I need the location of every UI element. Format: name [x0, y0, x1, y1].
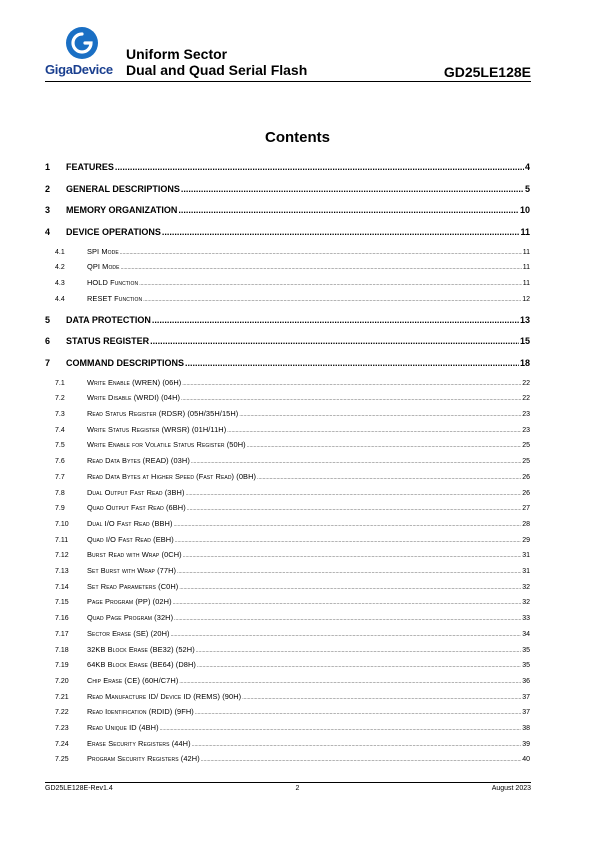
toc-dot-leader: [201, 757, 521, 763]
toc-entry-number: 4: [45, 226, 51, 237]
toc-entry[interactable]: [45, 723, 530, 732]
toc-entry-page[interactable]: 37: [522, 709, 530, 717]
toc-entry-page[interactable]: 31: [522, 568, 530, 575]
title-line-2: Dual and Quad Serial Flash: [126, 62, 308, 78]
toc-entry-title[interactable]: QPI Mode: [87, 262, 120, 272]
toc-entry-title[interactable]: Read Manufacture ID/ Device ID (REMS) (90H): [87, 691, 242, 701]
toc-entry[interactable]: [45, 660, 530, 669]
toc-entry-title[interactable]: Sector Erase (SE) (20H): [87, 628, 170, 638]
toc-entry[interactable]: [45, 315, 530, 325]
toc-entry-number: 2: [45, 183, 51, 194]
part-number: GD25LE128E: [443, 64, 531, 80]
toc-entry-number: 7.11: [55, 536, 69, 544]
toc-entry[interactable]: [45, 162, 530, 172]
toc-dot-leader: [162, 227, 520, 237]
toc-entry-number: 7.4: [55, 426, 65, 434]
header-divider: [45, 81, 531, 82]
toc-dot-leader: [174, 522, 522, 528]
toc-entry-title[interactable]: Read Data Bytes at Higher Speed (Fast Read) (0BH): [87, 471, 257, 481]
toc-entry-title[interactable]: Read Identification (RDID) (9FH): [87, 707, 194, 717]
toc-dot-leader: [227, 428, 521, 434]
toc-entry-page[interactable]: 10: [519, 205, 530, 215]
toc-entry-number: 7.16: [55, 615, 69, 623]
toc-entry-page[interactable]: 26: [522, 489, 530, 497]
toc-entry-number: 7.5: [55, 442, 65, 450]
toc-dot-leader: [139, 281, 522, 287]
toc-entry-title[interactable]: DATA PROTECTION: [66, 314, 151, 325]
toc-entry-title[interactable]: Write Enable for Volatile Status Register (50H): [87, 440, 246, 450]
toc-entry-number: 7.12: [55, 552, 69, 560]
toc-entry-number: 7.3: [55, 411, 65, 418]
toc-entry-number: 6: [45, 336, 51, 347]
toc-entry-page[interactable]: 36: [522, 677, 530, 685]
toc-entry-number: 7.14: [55, 583, 69, 591]
toc-entry[interactable]: [45, 645, 530, 654]
toc-entry-number: 7.2: [55, 395, 65, 403]
toc-entry[interactable]: [45, 535, 530, 544]
toc-entry-page[interactable]: 4: [524, 162, 530, 172]
toc-entry-number: 7.24: [55, 740, 69, 748]
toc-entry[interactable]: [45, 613, 530, 622]
toc-entry-number: 4.4: [55, 295, 65, 303]
toc-entry-title[interactable]: Quad Page Program (32H): [87, 613, 174, 623]
toc-entry-number: 7.1: [55, 379, 65, 387]
toc-dot-leader: [239, 412, 521, 418]
toc-dot-leader: [192, 742, 522, 748]
toc-entry-number: 7.22: [55, 709, 69, 717]
toc-entry[interactable]: [45, 739, 530, 748]
toc-entry-title[interactable]: STATUS REGISTER: [66, 336, 150, 347]
toc-dot-leader: [177, 569, 521, 575]
toc-entry[interactable]: [45, 597, 530, 606]
toc-entry-page[interactable]: 40: [522, 756, 530, 764]
toc-entry-number: 7: [45, 357, 51, 368]
toc-entry[interactable]: [45, 184, 530, 194]
toc-dot-leader: [195, 710, 521, 716]
toc-entry-number: 7.17: [55, 630, 69, 638]
toc-entry-number: 7.9: [55, 505, 65, 513]
toc-entry-page[interactable]: 15: [519, 336, 530, 347]
toc-entry-page[interactable]: 23: [522, 426, 530, 434]
toc-entry-number: 4.1: [55, 248, 65, 256]
toc-entry[interactable]: [45, 550, 530, 559]
toc-entry-title[interactable]: Quad I/O Fast Read (EBH): [87, 534, 174, 544]
toc-entry-number: 7.10: [55, 520, 69, 528]
toc-entry[interactable]: [45, 488, 530, 497]
toc-entry-page[interactable]: 18: [519, 357, 530, 368]
toc-entry[interactable]: [45, 629, 530, 638]
toc-entry-page[interactable]: 34: [522, 630, 530, 638]
toc-dot-leader: [115, 162, 524, 172]
toc-dot-leader: [171, 632, 522, 638]
toc-entry-title[interactable]: Erase Security Registers (44H): [87, 738, 191, 748]
toc-entry-page[interactable]: 38: [522, 725, 530, 732]
toc-entry-number: 7.7: [55, 473, 65, 481]
toc-entry-number: 7.19: [55, 662, 69, 670]
toc-entry[interactable]: [45, 409, 530, 418]
toc-entry-page[interactable]: 22: [522, 395, 530, 403]
toc-dot-leader: [181, 184, 524, 194]
toc-entry[interactable]: [45, 582, 530, 591]
toc-entry-page[interactable]: 26: [522, 473, 530, 481]
toc-heading: Contents: [265, 129, 330, 146]
document-title: [126, 46, 307, 78]
toc-entry-page[interactable]: 12: [522, 295, 530, 303]
toc-entry[interactable]: [45, 294, 530, 303]
gigadevice-logo: [45, 26, 117, 78]
toc-entry-page[interactable]: 25: [522, 442, 530, 450]
toc-entry-number: 7.15: [55, 599, 69, 607]
toc-entry-title[interactable]: Set Burst with Wrap (77H): [87, 566, 177, 575]
footer-divider: [45, 782, 531, 783]
toc-entry[interactable]: [45, 425, 530, 434]
toc-entry-title[interactable]: DEVICE OPERATIONS: [66, 226, 161, 237]
toc-entry-title[interactable]: MEMORY ORGANIZATION: [66, 205, 178, 215]
toc-entry-title[interactable]: COMMAND DESCRIPTIONS: [66, 357, 185, 368]
toc-entry-page[interactable]: 28: [522, 520, 530, 528]
toc-entry-title[interactable]: SPI Mode: [87, 246, 119, 256]
toc-entry-page[interactable]: 5: [524, 183, 530, 194]
toc-entry[interactable]: [45, 519, 530, 528]
toc-entry-page[interactable]: 35: [522, 662, 530, 670]
toc-entry-title[interactable]: 32KB Block Erase (BE32) (52H): [87, 644, 195, 654]
toc-dot-leader: [179, 679, 521, 685]
toc-entry-page[interactable]: 37: [522, 693, 530, 701]
toc-entry-number: 7.18: [55, 646, 69, 654]
toc-dot-leader: [191, 459, 521, 465]
toc-entry-title[interactable]: Dual Output Fast Read (3BH): [87, 487, 185, 497]
toc-entry-page[interactable]: 11: [520, 226, 530, 237]
toc-dot-leader: [120, 250, 522, 256]
toc-dot-leader: [187, 506, 521, 512]
toc-entry-title[interactable]: Quad Output Fast Read (6BH): [87, 503, 186, 513]
toc-entry-title[interactable]: Dual I/O Fast Read (BBH): [87, 518, 173, 528]
toc-entry-title[interactable]: RESET Function: [87, 293, 143, 303]
toc-entry[interactable]: [45, 692, 530, 701]
toc-dot-leader: [242, 695, 521, 701]
toc-entry[interactable]: [45, 566, 530, 575]
toc-dot-leader: [197, 663, 521, 669]
toc-entry-page[interactable]: 27: [522, 505, 530, 513]
toc-entry-title[interactable]: Read Status Register (RDSR) (05H/35H/15H): [87, 409, 239, 418]
toc-entry-page[interactable]: 29: [522, 536, 530, 544]
logo-mark-icon: [65, 26, 99, 60]
toc-entry-number: 7.23: [55, 725, 69, 732]
toc-entry-page[interactable]: 32: [522, 599, 530, 607]
toc-entry-title[interactable]: Set Read Parameters (C0H): [87, 581, 179, 591]
toc-dot-leader: [179, 585, 521, 591]
toc-entry[interactable]: [45, 754, 530, 763]
toc-dot-leader: [196, 648, 521, 654]
toc-entry[interactable]: [45, 440, 530, 449]
toc-dot-leader: [174, 616, 521, 622]
toc-dot-leader: [152, 315, 519, 325]
footer-doc-revision: GD25LE128E-Rev1.4: [45, 785, 113, 792]
toc-dot-leader: [160, 726, 522, 732]
toc-entry[interactable]: [45, 336, 530, 346]
toc-entry-number: 3: [45, 205, 51, 215]
toc-entry-number: 7.20: [55, 677, 69, 685]
toc-dot-leader: [143, 297, 521, 303]
toc-entry-page[interactable]: 31: [522, 552, 530, 560]
logo-text: GigaDevice: [45, 62, 113, 77]
toc-entry-number: 1: [45, 162, 51, 172]
footer-page-number: 2: [295, 785, 300, 792]
toc-entry-title[interactable]: FEATURES: [66, 162, 114, 172]
toc-dot-leader: [257, 475, 521, 481]
toc-entry-title[interactable]: Write Disable (WRDI) (04H): [87, 393, 181, 403]
toc-entry[interactable]: [45, 472, 530, 481]
toc-dot-leader: [121, 265, 522, 271]
toc-entry-number: 7.25: [55, 756, 69, 764]
toc-entry-page[interactable]: 33: [522, 615, 530, 623]
toc-entry-number: 7.13: [55, 568, 69, 575]
toc-entry-number: 7.21: [55, 693, 69, 701]
toc-entry-page[interactable]: 32: [522, 583, 530, 591]
toc-entry-page[interactable]: 23: [522, 411, 530, 418]
toc-entry[interactable]: [45, 707, 530, 716]
toc-entry[interactable]: [45, 358, 530, 368]
toc-dot-leader: [178, 205, 519, 215]
toc-entry[interactable]: [45, 676, 530, 685]
toc-entry-title[interactable]: Burst Read with Wrap (0CH): [87, 550, 182, 560]
toc-entry-number: 5: [45, 314, 51, 325]
toc-entry[interactable]: [45, 247, 530, 256]
toc-entry-title[interactable]: Write Enable (WREN) (06H): [87, 377, 182, 387]
toc-dot-leader: [173, 600, 522, 606]
toc-entry-title[interactable]: 64KB Block Erase (BE64) (D8H): [87, 660, 196, 670]
toc-entry-number: 4.2: [55, 264, 65, 272]
toc-dot-leader: [186, 491, 522, 497]
toc-dot-leader: [185, 358, 519, 368]
toc-entry-title[interactable]: Read Data Bytes (READ) (03H): [87, 456, 190, 466]
toc-dot-leader: [183, 553, 521, 559]
toc-entry-title[interactable]: Write Status Register (WRSR) (01H/11H): [87, 424, 227, 434]
toc-entry-page[interactable]: 11: [522, 248, 530, 256]
toc-entry[interactable]: [45, 393, 530, 402]
toc-entry-number: 4.3: [55, 279, 65, 287]
toc-entry-title[interactable]: Chip Erase (CE) (60H/C7H): [87, 675, 179, 685]
toc-entry-title[interactable]: GENERAL DESCRIPTIONS: [66, 183, 180, 194]
toc-entry-page[interactable]: 39: [522, 740, 530, 748]
toc-entry-number: 7.8: [55, 489, 65, 497]
toc-entry-title[interactable]: Page Program (PP) (02H): [87, 597, 172, 607]
toc-dot-leader: [182, 381, 521, 387]
toc-entry-title[interactable]: HOLD Function: [87, 277, 139, 287]
toc-entry[interactable]: [45, 262, 530, 271]
toc-entry-title[interactable]: Read Unique ID (4BH): [87, 723, 159, 732]
toc-entry-page[interactable]: 11: [522, 279, 530, 287]
toc-dot-leader: [247, 443, 521, 449]
title-line-1: Uniform Sector: [126, 46, 228, 62]
toc-entry-page[interactable]: 25: [522, 458, 530, 466]
toc-entry[interactable]: [45, 278, 530, 287]
footer-date: August 2023: [491, 785, 531, 792]
toc-dot-leader: [175, 538, 521, 544]
toc-entry-page[interactable]: 11: [522, 264, 530, 272]
toc-entry-page[interactable]: 13: [519, 314, 530, 325]
toc-entry[interactable]: [45, 456, 530, 465]
toc-entry[interactable]: [45, 503, 530, 512]
toc-entry-number: 7.6: [55, 458, 65, 466]
toc-dot-leader: [181, 396, 521, 402]
toc-entry-title[interactable]: Program Security Registers (42H): [87, 754, 200, 764]
toc-entry-page[interactable]: 35: [522, 646, 530, 654]
toc-entry[interactable]: [45, 227, 530, 237]
toc-entry[interactable]: [45, 378, 530, 387]
toc-entry-page[interactable]: 22: [522, 379, 530, 387]
toc-entry[interactable]: [45, 205, 530, 215]
toc-dot-leader: [150, 336, 519, 346]
